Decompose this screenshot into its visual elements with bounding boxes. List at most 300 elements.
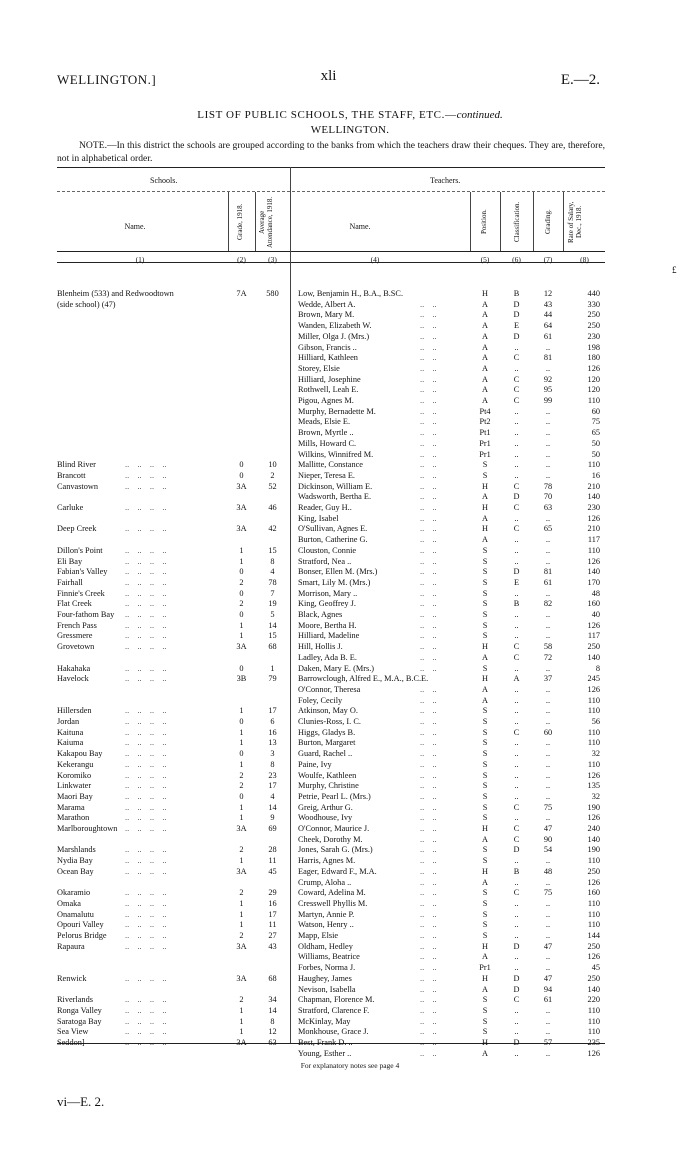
table-cell: Ocean Bay xyxy=(57,866,94,876)
leader-dots: .. .. xyxy=(420,449,437,459)
table-cell: 1 xyxy=(239,856,244,866)
table-cell: Miller, Olga J. (Mrs.) xyxy=(298,331,370,341)
table-cell: O'Connor, Theresa xyxy=(298,684,361,694)
table-cell: 34 xyxy=(268,995,277,1005)
leader-dots: .. .. .. .. xyxy=(125,813,167,823)
leader-dots: .. .. xyxy=(420,1048,437,1058)
table-cell: 3A xyxy=(236,866,247,876)
table-cell: Finnie's Creek xyxy=(57,588,105,598)
table-cell: .. xyxy=(514,909,519,919)
table-cell: .. xyxy=(545,695,551,705)
table-cell: Monkhouse, Grace J. xyxy=(298,1027,369,1037)
table-cell: S xyxy=(482,749,488,759)
table-cell: 63 xyxy=(268,1038,277,1047)
leader-dots: .. .. xyxy=(420,770,437,780)
leader-dots: .. .. xyxy=(420,1027,437,1037)
table-cell: 58 xyxy=(543,642,553,652)
leader-dots: .. .. .. .. xyxy=(125,770,167,780)
table-cell: .. xyxy=(514,759,519,769)
divider xyxy=(228,192,229,251)
table-cell: 28 xyxy=(268,845,277,855)
table-cell: A xyxy=(482,321,488,331)
table-cell: .. xyxy=(545,1005,551,1015)
leader-dots: .. .. xyxy=(420,556,437,566)
table-cell: .. xyxy=(545,717,551,726)
leader-dots: .. .. xyxy=(420,342,437,352)
table-cell: S xyxy=(482,856,488,866)
table-cell: B xyxy=(513,866,520,876)
table-cell: Opouri Valley xyxy=(57,920,104,930)
table-cell: .. xyxy=(545,706,551,716)
table-cell: S xyxy=(482,995,488,1005)
leader-dots: .. .. xyxy=(420,706,437,716)
table-cell: S xyxy=(482,727,488,737)
table-cell: D xyxy=(513,845,520,855)
table-cell: A xyxy=(482,331,488,341)
table-cell: S xyxy=(482,802,488,812)
table-cell: Havelock xyxy=(57,674,89,684)
table-cell: A xyxy=(482,834,488,844)
table-cell: Coward, Adelina M. xyxy=(298,888,366,898)
table-cell: Forbes, Norma J. xyxy=(298,963,356,973)
table-cell: Carluke xyxy=(57,503,84,512)
table-cell: 110 xyxy=(587,545,600,555)
table-cell: 14 xyxy=(268,802,277,812)
table-cell: Hilliard, Kathleen xyxy=(298,353,358,363)
leader-dots: .. .. xyxy=(420,931,437,940)
table-cell: .. xyxy=(545,620,551,630)
leader-dots: .. .. xyxy=(420,727,437,737)
leader-dots: .. .. xyxy=(420,1005,437,1015)
leader-dots: .. .. xyxy=(420,535,437,545)
table-cell: 43 xyxy=(268,941,277,951)
divider xyxy=(500,192,501,251)
table-cell: .. xyxy=(545,781,551,791)
table-cell: 16 xyxy=(268,727,277,737)
leader-dots: .. .. .. .. xyxy=(125,631,167,641)
table-cell: A xyxy=(482,877,488,887)
table-cell: 81 xyxy=(543,567,553,577)
group-teachers: Teachers. xyxy=(430,176,461,185)
col-number: (8) xyxy=(580,255,589,264)
table-cell: Pt1 xyxy=(479,428,491,438)
table-cell: Watson, Henry .. xyxy=(298,920,354,930)
table-cell: S xyxy=(482,791,488,801)
table-cell: D xyxy=(513,310,520,320)
table-cell: 12 xyxy=(543,289,553,298)
leader-dots: .. .. xyxy=(420,952,437,962)
table-cell: 99 xyxy=(543,396,553,405)
table-cell: C xyxy=(513,481,520,491)
table-cell: 8 xyxy=(270,556,275,566)
table-cell: .. xyxy=(514,856,519,866)
divider xyxy=(563,192,564,251)
leader-dots: .. .. xyxy=(420,1016,437,1026)
table-cell: 250 xyxy=(587,310,600,320)
table-cell: 92 xyxy=(543,374,553,384)
table-cell: A xyxy=(482,353,488,363)
table-cell: 47 xyxy=(543,824,553,833)
leader-dots: .. .. .. .. xyxy=(125,503,167,512)
table-cell: Brown, Myrtle .. xyxy=(298,428,354,438)
table-cell: 19 xyxy=(268,599,277,609)
table-cell: 3A xyxy=(236,503,247,512)
leader-dots: .. .. xyxy=(420,888,437,898)
table-cell: S xyxy=(482,556,488,566)
leader-dots: .. .. xyxy=(420,374,437,384)
table-cell: .. xyxy=(514,695,519,705)
table-cell: D xyxy=(513,331,520,341)
col-number: (2) xyxy=(237,255,246,264)
table-cell: S xyxy=(482,663,488,673)
leader-dots: .. .. .. .. xyxy=(125,577,167,587)
table-cell: Stratford, Nea .. xyxy=(298,556,352,566)
table-cell: 160 xyxy=(587,888,600,898)
table-cell: 64 xyxy=(543,321,553,331)
table-cell: .. xyxy=(514,781,519,791)
table-cell: 15 xyxy=(268,545,277,555)
leader-dots: .. .. xyxy=(420,642,437,652)
leader-dots: .. .. xyxy=(420,984,437,994)
header-teacher-name: Name. xyxy=(349,222,371,231)
table-cell: Kaiuma xyxy=(57,738,84,748)
table-cell: 0 xyxy=(239,663,244,673)
col-number: (3) xyxy=(268,255,277,264)
table-cell: .. xyxy=(545,791,551,801)
table-cell: 4 xyxy=(270,567,275,577)
leader-dots: .. .. .. .. xyxy=(125,588,167,598)
table-cell: .. xyxy=(514,920,519,930)
table-cell: A xyxy=(482,342,488,352)
leader-dots: .. .. .. .. xyxy=(125,749,167,759)
table-cell: 220 xyxy=(587,995,600,1005)
table-cell: Woulfe, Kathleen xyxy=(298,770,357,780)
leader-dots: .. .. xyxy=(420,909,437,919)
table-cell: 3A xyxy=(236,524,247,534)
table-cell: Fabian's Valley xyxy=(57,567,108,577)
table-cell: S xyxy=(482,920,488,930)
table-cell: S xyxy=(482,599,488,609)
leader-dots: .. .. xyxy=(420,460,437,470)
header-rule xyxy=(57,251,605,252)
table-cell: Nevison, Isabella xyxy=(298,984,356,994)
header-attendance: Average Attendance, 1918. xyxy=(258,196,274,248)
table-cell: Deep Creek xyxy=(57,524,97,534)
table-cell: 126 xyxy=(587,877,600,887)
header-classification: Classification. xyxy=(513,201,521,243)
table-cell: Cresswell Phyllis M. xyxy=(298,898,368,908)
table-cell: .. xyxy=(545,684,551,694)
table-cell: 120 xyxy=(587,374,600,384)
leader-dots: .. .. xyxy=(420,877,437,887)
table-cell: 14 xyxy=(268,1005,277,1015)
currency-symbol: £ xyxy=(672,265,677,275)
table-cell: 440 xyxy=(587,289,600,298)
leader-dots: .. .. .. .. xyxy=(125,1027,167,1037)
table-cell: .. xyxy=(545,342,551,352)
table-cell: Guard, Rachel .. xyxy=(298,749,353,759)
table-cell: Pigou, Agnes M. xyxy=(298,396,354,405)
table-cell: S xyxy=(482,813,488,823)
table-cell: 0 xyxy=(239,610,244,619)
table-cell: Grovetown xyxy=(57,642,95,652)
table-cell: A xyxy=(482,1048,488,1058)
table-cell: 250 xyxy=(587,321,600,331)
table-cell: 3A xyxy=(236,481,247,491)
table-cell: Murphy, Christine xyxy=(298,781,359,791)
table-cell: 68 xyxy=(268,973,277,983)
table-cell: Jordan xyxy=(57,717,80,726)
title-italic: continued. xyxy=(456,109,503,121)
table-cell: A xyxy=(482,385,488,395)
leader-dots: .. .. .. .. xyxy=(125,706,167,716)
table-cell: 117 xyxy=(587,535,600,545)
table-cell: D xyxy=(513,973,520,983)
table-cell: S xyxy=(482,1016,488,1026)
table-cell: .. xyxy=(545,1048,551,1058)
table-cell: 4 xyxy=(270,791,275,801)
table-cell: Ladley, Ada B. E. xyxy=(298,652,357,662)
table-cell: .. xyxy=(545,406,551,416)
leader-dots: .. .. xyxy=(420,299,437,309)
leader-dots: .. .. xyxy=(420,631,437,641)
table-cell: 48 xyxy=(591,588,600,598)
leader-dots: .. .. .. .. xyxy=(125,460,167,470)
table-cell: Marama xyxy=(57,802,85,812)
table-cell: 2 xyxy=(239,599,244,609)
table-cell: .. xyxy=(514,813,519,823)
leader-dots: .. .. xyxy=(420,503,437,512)
table-cell: Clunies-Ross, I. C. xyxy=(298,717,361,726)
table-cell: 210 xyxy=(587,481,600,491)
table-cell: 82 xyxy=(543,599,553,609)
table-cell: 57 xyxy=(543,1038,553,1047)
table-cell: 330 xyxy=(587,299,600,309)
table-cell: .. xyxy=(545,749,551,759)
table-cell: S xyxy=(482,610,488,619)
page-number: xli xyxy=(320,68,337,84)
table-cell: H xyxy=(482,503,488,512)
table-cell: 46 xyxy=(268,503,277,512)
table-cell: H xyxy=(482,481,488,491)
col-number: (7) xyxy=(543,255,553,264)
table-cell: H xyxy=(482,674,488,684)
header-right: E.—2. xyxy=(560,72,600,88)
table-cell: 7 xyxy=(270,588,275,598)
table-cell: 110 xyxy=(587,920,600,930)
table-cell: 50 xyxy=(591,438,600,448)
leader-dots: .. .. .. .. xyxy=(125,888,167,898)
table-cell: 1 xyxy=(239,759,244,769)
table-cell: 90 xyxy=(543,834,553,844)
table-cell: 47 xyxy=(543,941,553,951)
leader-dots: .. .. xyxy=(420,513,437,523)
table-cell: 240 xyxy=(587,824,600,833)
page-title xyxy=(0,109,700,121)
table-cell: Pr1 xyxy=(479,963,491,973)
table-cell: 48 xyxy=(543,866,553,876)
table-cell: 8 xyxy=(270,1016,275,1026)
table-cell: 1 xyxy=(239,920,244,930)
table-cell: 1 xyxy=(239,813,244,823)
group-schools: Schools. xyxy=(150,176,178,185)
table-cell: 1 xyxy=(239,898,244,908)
table-cell: .. xyxy=(545,556,551,566)
table-cell: 245 xyxy=(587,674,600,684)
table-cell: .. xyxy=(545,545,551,555)
table-cell: .. xyxy=(514,363,519,373)
table-cell: Stratford, Clarence F. xyxy=(298,1005,370,1015)
leader-dots: .. .. xyxy=(420,920,437,930)
leader-dots: .. .. .. .. xyxy=(125,759,167,769)
table-cell: Reader, Guy H.. xyxy=(298,503,352,512)
table-cell: Gressmere xyxy=(57,631,93,641)
table-cell: .. xyxy=(514,684,519,694)
header-grade: Grade, 1918. xyxy=(236,203,244,241)
leader-dots: .. .. xyxy=(420,856,437,866)
table-cell: S xyxy=(482,898,488,908)
table-cell: Clouston, Connie xyxy=(298,545,357,555)
table-cell: 126 xyxy=(587,813,600,823)
table-cell: 110 xyxy=(587,898,600,908)
table-cell: 61 xyxy=(543,577,553,587)
table-cell: Riverlands xyxy=(57,995,93,1005)
table-cell: Harris, Agnes M. xyxy=(298,856,356,866)
table-cell: 140 xyxy=(587,492,600,502)
leader-dots: .. .. .. .. xyxy=(125,781,167,791)
header-left: WELLINGTON.] xyxy=(57,72,157,87)
leader-dots: .. .. .. .. xyxy=(125,824,167,833)
leader-dots: .. .. xyxy=(420,321,437,331)
leader-dots: .. .. xyxy=(420,802,437,812)
table-cell: 16 xyxy=(591,470,600,480)
table-cell: Marshlands xyxy=(57,845,96,855)
table-cell: 1 xyxy=(239,545,244,555)
table-cell: Martyn, Annie P. xyxy=(298,909,355,919)
table-cell: .. xyxy=(514,535,519,545)
table-cell: C xyxy=(513,802,520,812)
table-cell: 11 xyxy=(268,920,277,930)
table-cell: Moore, Bertha H. xyxy=(298,620,357,630)
table-cell: Dickinson, William E. xyxy=(298,481,373,491)
table-cell: 56 xyxy=(591,717,600,726)
table-cell: 44 xyxy=(543,310,553,320)
table-cell: B xyxy=(513,599,520,609)
table-cell: 117 xyxy=(587,631,600,641)
table-cell: Burton, Catherine G. xyxy=(298,535,368,545)
table-cell: 81 xyxy=(543,353,553,363)
table-cell: Sea View xyxy=(57,1027,89,1037)
table-cell: .. xyxy=(514,428,519,438)
table-cell: D xyxy=(513,299,520,309)
leader-dots: .. .. .. .. xyxy=(125,567,167,577)
header-grading: Grading. xyxy=(544,209,552,235)
leader-dots: .. .. xyxy=(420,577,437,587)
table-cell: 68 xyxy=(268,642,277,652)
table-cell: 2 xyxy=(239,770,244,780)
table-cell: 61 xyxy=(543,331,553,341)
table-cell: 170 xyxy=(587,577,600,587)
table-cell: 60 xyxy=(591,406,600,416)
table-cell: Saratoga Bay xyxy=(57,1016,102,1026)
leader-dots: .. .. .. .. xyxy=(125,866,167,876)
table-cell: 95 xyxy=(543,385,553,395)
table-cell: H xyxy=(482,524,488,534)
table-cell: 29 xyxy=(268,888,277,898)
table-cell: Brancott xyxy=(57,470,86,480)
leader-dots: .. .. .. .. xyxy=(125,1038,167,1047)
table-cell: 1 xyxy=(239,620,244,630)
leader-dots: .. .. xyxy=(420,652,437,662)
table-cell: Pr1 xyxy=(479,438,491,448)
leader-dots: .. .. xyxy=(420,524,437,534)
table-cell: S xyxy=(482,909,488,919)
table-cell: .. xyxy=(514,545,519,555)
table-cell: S xyxy=(482,717,488,726)
table-cell: 110 xyxy=(587,695,600,705)
table-cell: H xyxy=(482,642,488,652)
leader-dots: .. .. xyxy=(420,813,437,823)
table-cell: 13 xyxy=(268,738,277,748)
table-cell: King, Geoffrey J. xyxy=(298,599,356,609)
table-cell: .. xyxy=(514,717,519,726)
table-cell: .. xyxy=(545,663,551,673)
table-cell: Young, Esther .. xyxy=(298,1048,352,1058)
table-cell: 126 xyxy=(587,363,600,373)
title-main: LIST OF PUBLIC SCHOOLS, THE STAFF, ETC.— xyxy=(197,109,457,121)
table-cell: 17 xyxy=(268,781,277,791)
leader-dots: .. .. xyxy=(420,481,437,491)
table-cell: S xyxy=(482,888,488,898)
leader-dots: .. .. xyxy=(420,620,437,630)
table-cell: .. xyxy=(514,610,519,619)
table-cell: 3 xyxy=(270,749,275,759)
table-cell: 3B xyxy=(236,674,247,684)
leader-dots: .. .. .. .. xyxy=(125,727,167,737)
table-cell: .. xyxy=(514,963,519,973)
table-cell: .. xyxy=(514,738,519,748)
table-cell: 1 xyxy=(239,738,244,748)
table-cell: 160 xyxy=(587,599,600,609)
table-cell: 15 xyxy=(268,631,277,641)
leader-dots: .. .. xyxy=(420,695,437,705)
table-cell: C xyxy=(513,353,520,363)
table-cell: S xyxy=(482,470,488,480)
table-cell: D xyxy=(513,1038,520,1047)
leader-dots: .. .. xyxy=(420,834,437,844)
leader-dots: .. .. xyxy=(420,492,437,502)
table-cell: 1 xyxy=(239,706,244,716)
group-rule xyxy=(57,191,605,192)
table-cell: 0 xyxy=(239,567,244,577)
table-cell: 126 xyxy=(587,513,600,523)
leader-dots: .. .. .. .. xyxy=(125,920,167,930)
table-cell: Brown, Mary M. xyxy=(298,310,355,320)
table-cell: Higgs, Gladys B. xyxy=(298,727,356,737)
table-cell: 1 xyxy=(239,1016,244,1026)
table-cell: A xyxy=(482,492,488,502)
table-cell: .. xyxy=(514,1048,519,1058)
table-cell: Cheek, Dorothy M. xyxy=(298,834,363,844)
leader-dots: .. .. .. .. xyxy=(125,909,167,919)
leader-dots: .. .. .. .. xyxy=(125,856,167,866)
table-cell: 63 xyxy=(543,503,553,512)
leader-dots: .. .. xyxy=(420,567,437,577)
table-cell: 2 xyxy=(239,888,244,898)
leader-dots: .. .. xyxy=(420,749,437,759)
table-cell: 60 xyxy=(543,727,553,737)
table-cell: .. xyxy=(514,791,519,801)
